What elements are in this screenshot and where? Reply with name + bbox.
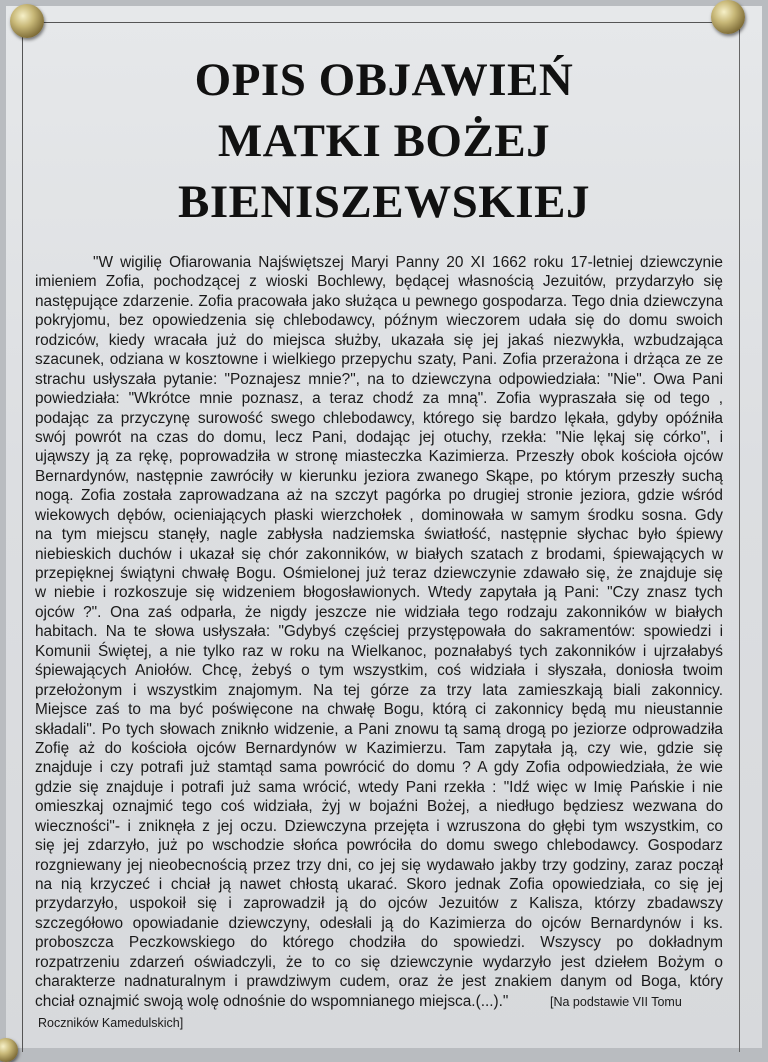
body-line: swój powrót na czas do domu, lecz Pani, dodając jej otuchy, rzekła: "Nie lękaj się córko", i [35,428,723,446]
body-line: Komunii Świętej, a nie tylko raz w roku na Wielkanoc, poznałabyś tych zakonników i ujrzałabyś [35,642,723,660]
body-line: niebieskich duchów i ukazał się chór zakonników, w białych szatach z brodami, śpiewających w [35,545,723,563]
body-line: rozpatrzeniu zdarzeń oświadczyli, że to co się dziewczynie wydarzyło jest dziełem Bożym o [35,953,723,971]
pushpin-icon [711,0,745,34]
body-line: rodziców, kiedy wracała już do miejsca służby, ukazała się jej jakaś niezwykła, wzbudzająca [35,331,723,349]
body-line: Zofię aż do kościoła ojców Bernardynów w Kazimierzu. Tam zapytała ją, czy wie, gdzie się [35,739,723,757]
notice-body-text [35,253,723,1011]
body-line: rozgniewany jej nieobecnością przez trzy dni, co jej się wydawało jakby trzy godziny, zaraz począł [35,856,723,874]
body-line: Bernardynów, następnie zawróciły w kierunku jeziora zwanego Skąpe, po którym przeszły suchą [35,467,723,485]
source-citation-part2: Roczników Kamedulskich] [38,1016,184,1030]
body-line: następujące zdarzenie. Zofia pracowała jako służąca u pewnego gospodarza. Tego dnia dziewczyna [35,292,723,310]
body-line: podając za przyczynę surowość swego chlebodawcy, którego się bardzo lękała, gdyby opóźniła [35,409,723,427]
body-line: składali". Po tych słowach zniknło widzenie, a Pani znowu tą samą drogą po jeziorze odprowadziła [35,720,723,738]
title-line-2: MATKI BOŻEJ [217,115,551,167]
body-line: habitach. Na te słowa usłyszała: "Gdybyś częściej przystępowała do sakramentów: spowiedzi i [35,623,723,641]
body-line: na nią krzyczeć i chciał ją nawet chłostą ukarać. Skoro jednak Zofia opowiedziała, co się jej [35,876,723,893]
body-line: przydarzyło, uspokoił się i zaprowadził ją do ojców Jezuitów z Kalisza, którzy zbadawszy [35,895,723,913]
source-citation-part1: [Na podstawie VII Tomu [550,995,682,1009]
body-line: powiedziała: "Wkrótce mnie poznasz, a teraz chodź za mną". Zofia wypraszała się od tego , [35,390,723,408]
body-line: na tym miejscu stanęły, nagle zabłysła nadziemska światłość, następnie słychac było śpiewy [35,526,723,544]
body-line: ojców ?". Ona zaś odparła, że nigdy jeszcze nie widziała tego rodzaju zakonników w białych [35,603,723,621]
body-line: szacunek, odziana w kosztowne i wielkiego przepychu szaty, Pani. Zofia przerażona i drżąca ze ze [35,351,723,369]
body-line: nogą. Zofia została zaprowadzana aż na szczyt pagórka po drugiej stronie jeziora, gdzie wśród [35,487,723,505]
body-line: szczegółowo opowiadanie dziewczyny, odesłali ją do Kazimierza do ojców Bernardynów i ks. [35,914,723,932]
notice-title [40,50,728,233]
body-line: "W wigilię Ofiarowania Najświętszej Maryi Panny 20 XI 1662 roku 17-letniej dziewczynie [93,254,723,271]
body-line: wiekowych dębów, ocieniających płaski wierzchołek , dominowała w samym środku sosna. Gdy [35,506,723,524]
body-line: przepięknej świątyni chwałę Bogu. Ośmielonej już teraz dziewczynie zdawało się, że znajduje się [35,565,723,582]
body-line: przełożonym i wszystkim znajomym. Na tej górze za trzy lata zamieszkają biali zakonnicy. [35,681,723,699]
body-line: ująwszy ją za rękę, poprowadziła w stronę miasteczka Kazimierza. Przeszły obok kościoła ojców [35,448,723,466]
pushpin-icon [0,1038,18,1062]
title-line-1: OPIS OBJAWIEŃ [194,54,574,106]
title-line-3: BIENISZEWSKIEJ [178,176,590,228]
body-line: śpiewających Aniołów. Chcę, żebyś o tym wszystkim, coś widziała i słyszała, doniosła twoim [35,662,723,680]
body-line: pokryjomu, bez opowiedzenia się chlebodawcy, późnym wieczorem udała się do domu swoich [35,312,723,330]
body-line: w niebie i rozkoszuje się widzeniem błogosławionych. Wtedy zapytała ją Pani: "Czy znasz tych [35,584,723,602]
body-line: gdzie się znajduje i potrafi już sama wrócić, wtedy Pani rzekła : "Idź więc w Imię Pańskie i nie [35,778,723,796]
body-line: imieniem Zofia, pochodzącej z wioski Bochlewy, będącej własnością Jezuitów, przydarzyło się [35,273,723,291]
body-line: chciał oznajmić swoją wolę odnośnie do wspomnianego miejsca.(...)." [35,992,509,1010]
body-line: znajduje i czy potrafi już stamtąd sama powrócić do domu ? A gdy Zofia odpowiedziała, że wie [35,759,723,777]
body-line: Miejsce zaś to ma być poświęcone na chwałę Bogu, którą ci zakonnicy będą mu nieustannie [35,701,723,719]
body-line: się jej zdarzyło, już po wschodzie słońca powróciła do domu swego chlebodawcy. Gospodarz [35,837,723,855]
body-line: proboszcza Peczkowskiego do którego chodziła do spowiedzi. Wszyscy po dokładnym [35,934,723,952]
body-line: omieszkaj oznajmić tego coś widziała, żyj w bojaźni Bożej, a niedługo będziesz wezwana do [35,798,723,816]
pushpin-icon [10,4,44,38]
body-line: charakterze nadnaturalnym i prawdziwym cudem, oraz że jest znakiem danym od Boga, który [35,973,723,991]
body-line: wieczności"- i zniknęła z jej oczu. Dziewczyna przejęta i wzruszona do głębi tym wszystkim, co [35,817,723,835]
body-line: strachu usłyszała pytanie: "Poznajesz mnie?", na to dziewczyna odpowiedziała: "Nie". Owa Pani [35,370,723,388]
